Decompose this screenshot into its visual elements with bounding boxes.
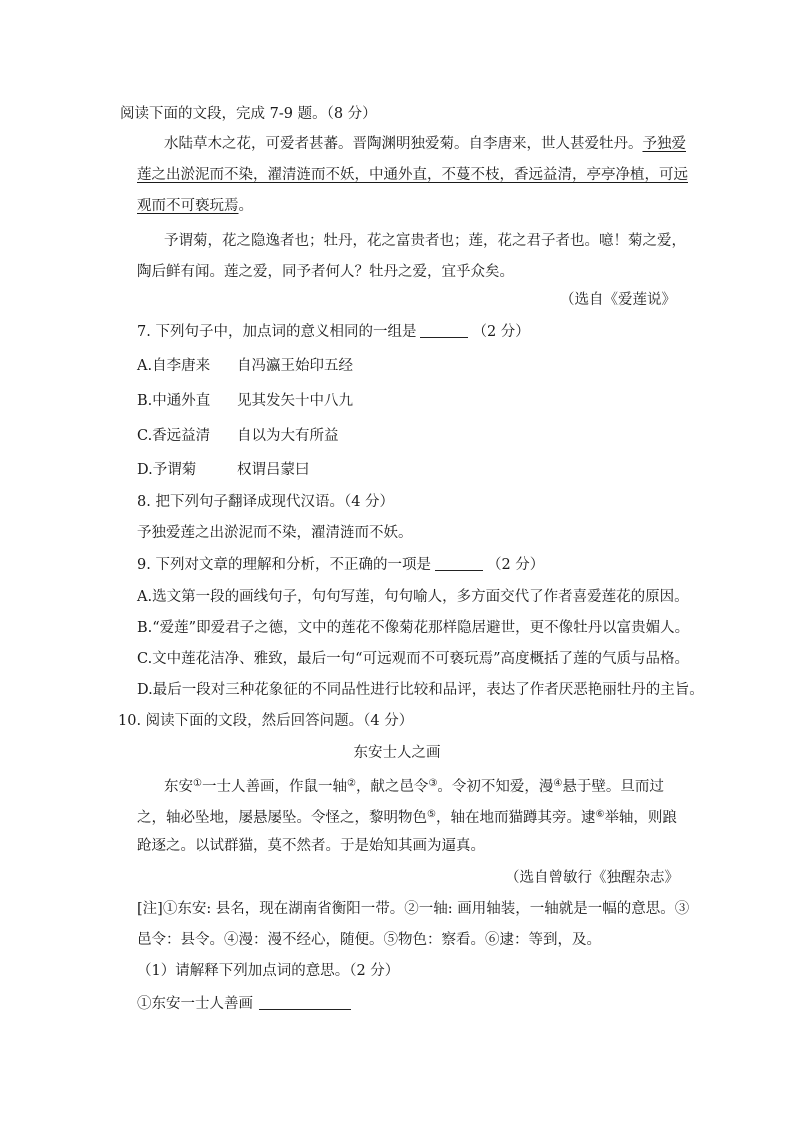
- q7-stem-text: 7. 下列句子中，加点词的意义相同的一组是: [137, 324, 417, 340]
- q8-sentence: 予独爱莲之出淤泥而不染，濯清涟而不妖。: [137, 525, 413, 541]
- q7-option-b-right: 见其发矢十中八九: [237, 393, 353, 409]
- q7-option-d-right: 权谓吕蒙曰: [237, 462, 310, 478]
- q9-answer-blank[interactable]: [435, 556, 483, 571]
- q7-option-b: [137, 391, 537, 411]
- q10-text: 之，轴必坠地，屡悬屡坠。令怪之，黎明物色: [137, 810, 427, 826]
- passage1-para2-line2: 陶后鲜有闻。莲之爱，同予者何人？牡丹之爱，宜乎众矣。: [137, 264, 514, 280]
- q7-option-d: [137, 460, 537, 480]
- q10-note-line2: 邑令：县令。④漫：漫不经心，随便。⑤物色：察看。⑥逮：等到，及。: [137, 932, 601, 948]
- q10-passage-line3: 跄逐之。以试群猫，莫不然者。于是始知其画为逼真。: [137, 838, 485, 854]
- passage1-line1-text: 水陆草木之花，可爱者甚蕃。晋陶渊明独爱菊。自李唐来，世人甚爱牡丹。: [164, 136, 643, 152]
- q10-sub1-item: [137, 994, 351, 1014]
- q9-option-a: A.选文第一段的画线句子，句句写莲，句句喻人，多方面交代了作者喜爱莲花的原因。: [137, 589, 689, 605]
- q9-option-c: C.文中莲花洁净、雅致，最后一句“可远观而不可亵玩焉”高度概括了莲的气质与品格。: [137, 651, 690, 667]
- q10-sub1-answer-blank[interactable]: [259, 995, 351, 1010]
- passage1-line3: [137, 196, 253, 216]
- q9-stem: [137, 555, 544, 575]
- q10-text: ，轴在地而猫蹲其旁。逮: [435, 810, 596, 826]
- passage1-source: （选自《爱莲说》: [560, 292, 676, 308]
- q7-answer-blank[interactable]: [420, 323, 468, 338]
- note-marker-3: ③: [428, 778, 438, 789]
- q7-stem: [137, 322, 530, 342]
- q10-sub1-item-text: ①东安一士人善画: [137, 996, 253, 1012]
- q10-note-line1: [注]①东安: 县名，现在湖南省衡阳一带。②一轴: 画用轴装，一轴就是一幅的意思。③: [137, 901, 690, 917]
- q8-stem: 8. 把下列句子翻译成现代汉语。（4 分）: [137, 494, 395, 510]
- q10-text: ，献之邑令: [355, 779, 429, 795]
- q7-option-a: [137, 356, 537, 376]
- q10-text: 。令初不知爱，漫: [437, 779, 554, 795]
- passage1-line3-end: 。: [238, 198, 253, 214]
- q7-option-c-left: C.香远益清: [137, 428, 211, 444]
- q9-stem-text: 9. 下列对文章的理解和分析，不正确的一项是: [137, 557, 431, 573]
- passage1-line1: [164, 134, 686, 154]
- q10-text: 东安: [164, 779, 193, 795]
- q9-option-d: D.最后一段对三种花象征的不同品性进行比较和品评，表达了作者厌恶艳丽牡丹的主旨。: [137, 682, 704, 698]
- q10-text: 一士人善画，作鼠一轴: [201, 779, 347, 795]
- note-marker-4: ④: [553, 778, 563, 789]
- q7-option-a-left: A.自李唐来: [137, 358, 211, 374]
- passage1-underlined-start: 予独爱: [642, 136, 686, 152]
- q7-option-c-right: 自以为大有所益: [237, 428, 339, 444]
- q10-sub1: （1）请解释下列加点词的意思。（2 分）: [137, 963, 400, 979]
- q10-source: （选自曾敏行《独醒杂志》: [505, 870, 679, 886]
- passage1-underlined-end: 观而不可亵玩焉: [137, 198, 239, 214]
- passage1-para2-line1: 予谓菊，花之隐逸者也；牡丹，花之富贵者也；莲，花之君子者也。噫！菊之爱，: [164, 233, 686, 249]
- section-intro: 阅读下面的文段，完成 7-9 题。（8 分）: [120, 106, 377, 122]
- note-marker-1: ①: [193, 778, 202, 789]
- q7-option-a-right: 自冯瀛王始印五经: [237, 358, 353, 374]
- q10-title: 东安士人之画: [353, 745, 441, 761]
- q7-option-c: [137, 426, 537, 446]
- q10-passage-line2: [137, 805, 677, 828]
- q7-option-d-left: D.予谓菊: [137, 462, 197, 478]
- note-marker-2: ②: [346, 778, 356, 789]
- q9-points: （2 分）: [486, 557, 545, 573]
- q7-points: （2 分）: [472, 324, 530, 340]
- passage1-line2: 莲之出淤泥而不染，濯清涟而不妖，中通外直，不蔓不枝，香远益清，亭亭净植，可远: [137, 167, 688, 183]
- q10-stem: 10. 阅读下面的文段，然后回答问题。（4 分）: [118, 713, 414, 729]
- q7-option-b-left: B.中通外直: [137, 393, 211, 409]
- note-marker-5: ⑤: [427, 809, 436, 820]
- q10-text: 举轴，则踉: [604, 810, 677, 826]
- q10-text: 悬于壁。旦而过: [562, 779, 664, 795]
- q10-passage-line1: [164, 774, 664, 797]
- q9-option-b: B.“爱莲”即爱君子之德，文中的莲花不像菊花那样隐居避世，更不像牡丹以富贵媚人。: [137, 620, 690, 636]
- note-marker-6: ⑥: [595, 809, 605, 820]
